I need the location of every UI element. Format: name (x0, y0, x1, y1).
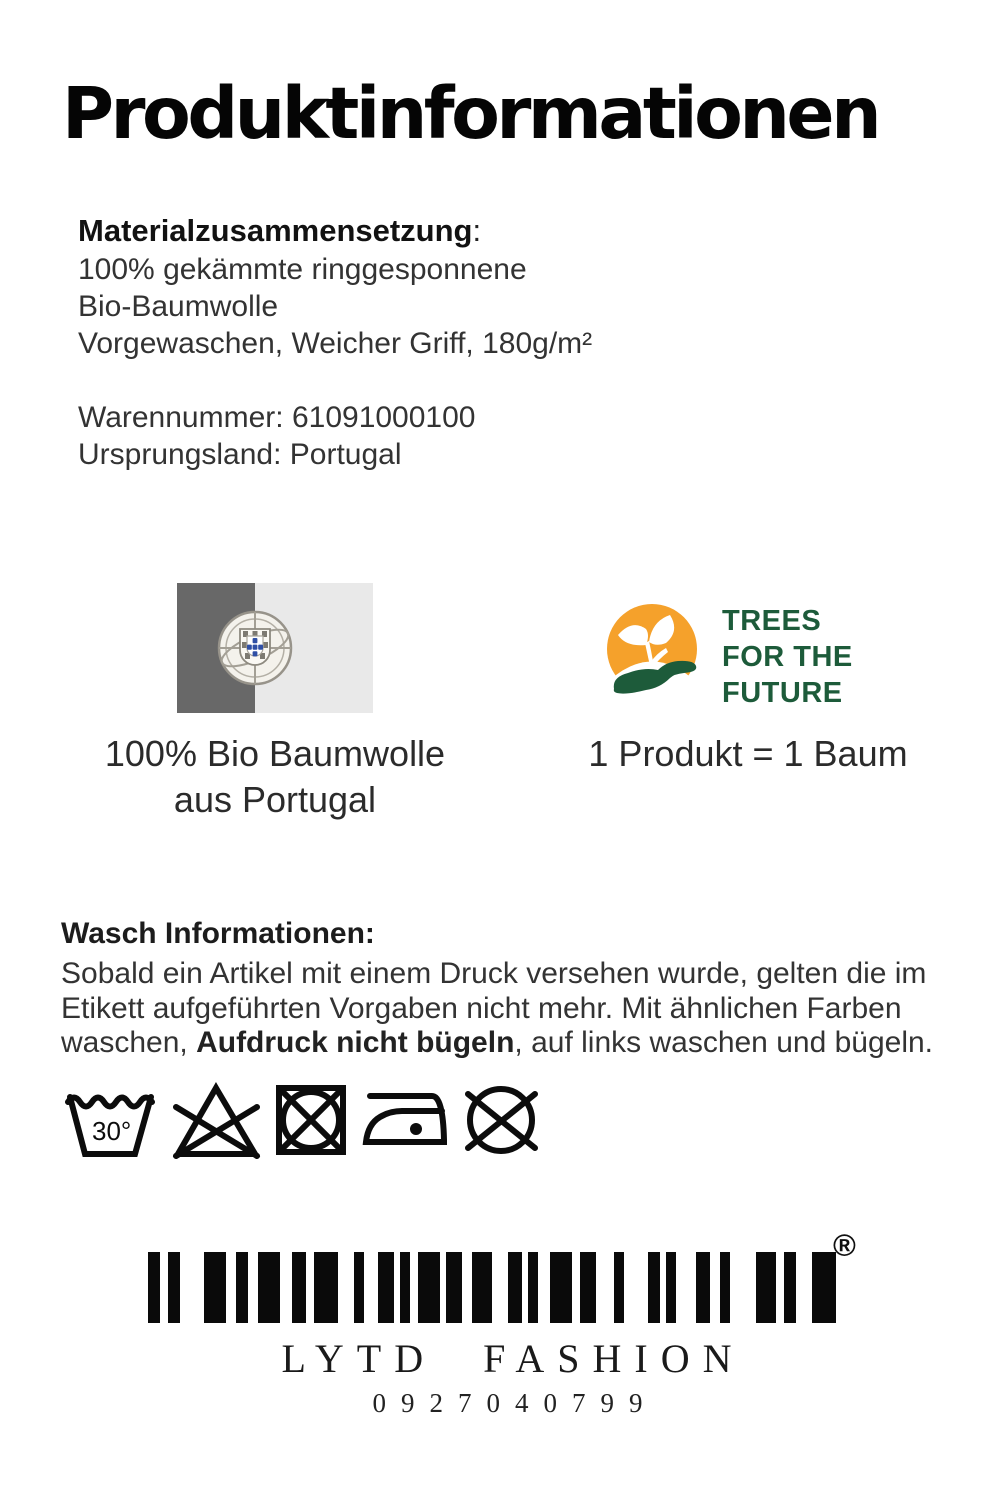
brand-name: LYTD FASHION (281, 1336, 745, 1381)
page-title: Produktinformationen (62, 72, 879, 155)
tree-caption: 1 Produkt = 1 Baum (588, 733, 908, 774)
iron-one-dot-icon (360, 1080, 449, 1160)
product-ids (78, 399, 475, 473)
material-line: 100% gekämmte ringgesponnene (78, 253, 527, 286)
no-iron-print-warning: Aufdruck nicht bügeln (196, 1026, 515, 1059)
registered-trademark: ® (833, 1228, 856, 1263)
wash-heading: Wasch Informationen: (61, 917, 375, 950)
material-line: Bio-Baumwolle (78, 290, 279, 323)
do-not-bleach-icon (172, 1080, 261, 1160)
care-symbols-row (62, 1080, 541, 1160)
trees-for-the-future-wordmark: TREES FOR THE FUTURE (722, 605, 853, 709)
svg-text:30°: 30° (92, 1116, 132, 1146)
do-not-dry-clean-icon (462, 1080, 541, 1160)
do-not-tumble-dry-icon (274, 1080, 347, 1160)
portugal-flag-icon (177, 583, 373, 713)
wash-30-icon (62, 1080, 159, 1160)
material-line: Vorgewaschen, Weicher Griff, 180g/m² (78, 327, 593, 360)
origin-line: Ursprungsland: Portugal (78, 438, 402, 471)
serial-number: 0927040799 (372, 1388, 658, 1418)
origin-caption: 100% Bio Baumwolle aus Portugal (104, 733, 446, 820)
wash-body: Sobald ein Artikel mit einem Druck versehen wurde, gelten die im Etikett aufgeführten Vorgaben nicht mehr. Mit ähnlichen Farben waschen, Aufdruck nicht bügeln, auf links waschen und bügeln. (61, 957, 934, 1059)
item-number-line: Warennummer: 61091000100 (78, 401, 476, 434)
wash-info-section (61, 917, 951, 1061)
trees-for-the-future-icon (602, 601, 703, 707)
material-heading: Materialzusammensetzung: (78, 213, 482, 248)
item-number-value: 61091000100 (291, 401, 476, 434)
material-section (78, 212, 592, 362)
barcode (148, 1252, 836, 1323)
origin-value: Portugal (289, 438, 402, 471)
